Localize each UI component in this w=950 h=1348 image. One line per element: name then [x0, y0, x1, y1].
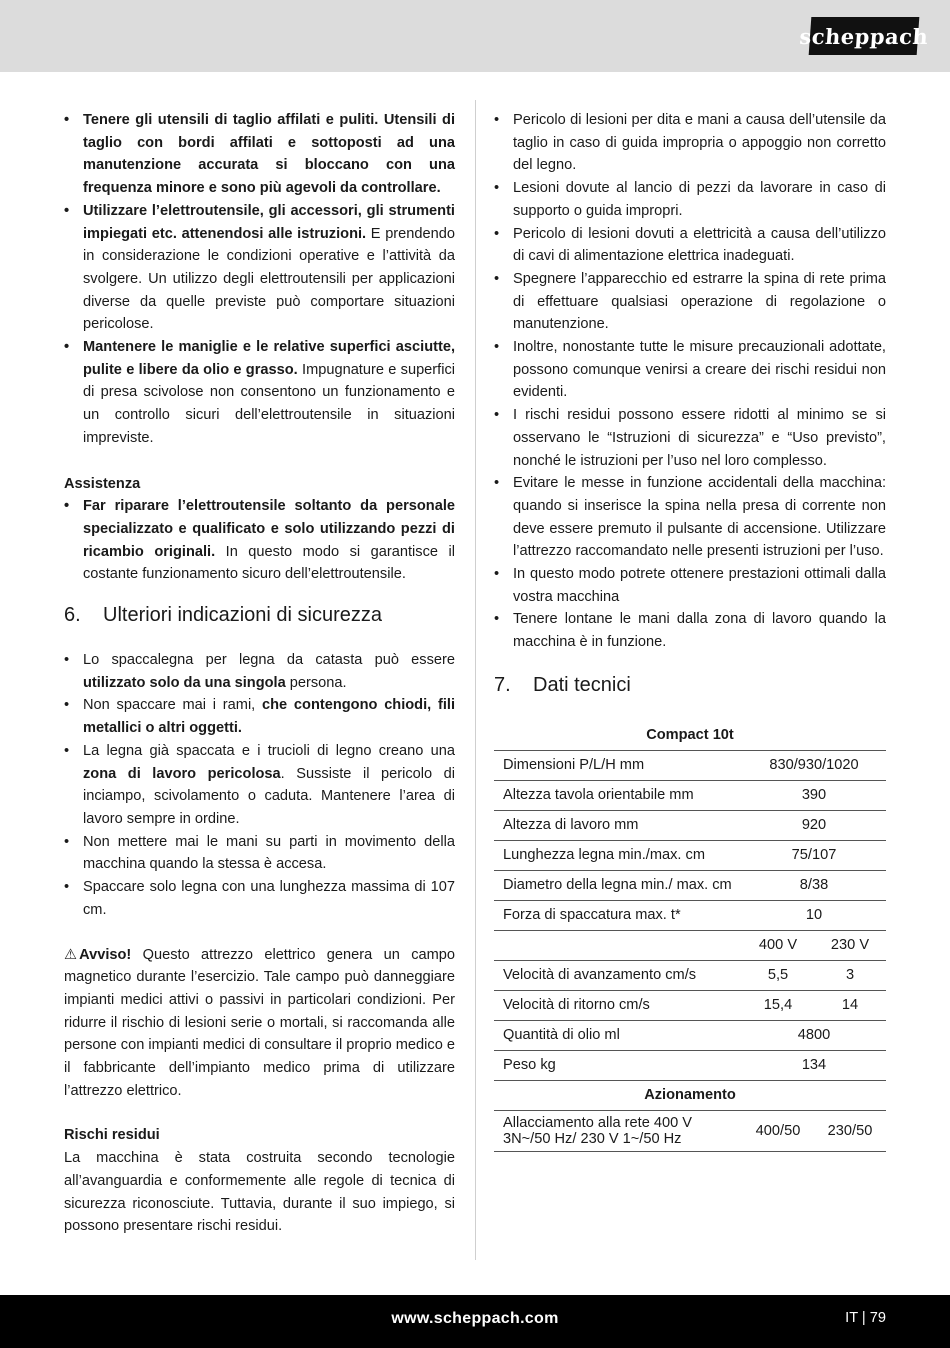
warning-label: Avviso!: [79, 946, 132, 963]
row-label: Velocità di ritorno cm/s: [494, 990, 742, 1020]
bullet-text: Evitare le messe in funzione accidentali della macchina: quando si inserisce la spina nella presa di corrente non deve essere premuto il pulsante di accensione. Utilizzare l’attrezzo raccomandato nelle presenti istruzioni per l’uso.: [513, 475, 886, 560]
row-label: Peso kg: [494, 1050, 742, 1080]
list-item: • In questo modo potrete ottenere prestazioni ottimali dalla vostra macchina: [494, 566, 886, 605]
bullet-text: persona.: [285, 674, 347, 691]
list-item: • Utilizzare l’elettroutensile, gli accessori, gli strumenti impiegati etc. attenendosi alle istruzioni. E prendendo in considerazione le condizioni operative e l’attività da svolgere. Un utilizzo degli elettroutensili per applicazioni diverse da quelle previste può comportare situazioni pericolose.: [64, 202, 455, 333]
row-label: Allacciamento alla rete 400 V 3N~/50 Hz/ 230 V 1~/50 Hz: [494, 1110, 742, 1151]
left-column: [64, 109, 455, 1238]
bullet-bold-text: che contengono chiodi, fili metallici o altri oggetti.: [83, 697, 456, 737]
section-6-list: [64, 649, 455, 921]
voltage-230: 230 V: [814, 930, 886, 960]
bullet-bold-text: Mantenere le maniglie e le relative superfici asciutte, pulite e libere da olio e grasso.: [83, 339, 455, 378]
list-item: • Mantenere le maniglie e le relative superfici asciutte, pulite e libere da olio e grasso. Impugnature e superfici di presa scivolose non consentono un funzionamento e un controllo sicuri dell’elettroutensile in situazioni impreviste.: [64, 339, 455, 446]
bullet-text: Lo spaccalegna per legna da catasta può essere: [83, 652, 455, 669]
row-label: Quantità di olio ml: [494, 1020, 742, 1050]
section-7-heading: [494, 674, 886, 697]
bullet-text: I rischi residui possono essere ridotti al minimo se si osservano le “Istruzioni di sicurezza” e “Uso previsto”, nonché le istruzioni per l’uso nel loro complesso.: [513, 407, 886, 469]
bullet-text: In questo modo potrete ottenere prestazioni ottimali dalla vostra macchina: [513, 566, 886, 605]
bullet-bold-text: utilizzato solo da una singola: [83, 674, 286, 691]
row-label: Dimensioni P/L/H mm: [494, 750, 742, 780]
row-value: 15,4: [742, 990, 814, 1020]
list-item: • Non spaccare mai i rami, che contengono chiodi, fili metallici o altri oggetti.: [64, 697, 456, 737]
bullet-bold-text: zona di lavoro pericolosa: [83, 765, 281, 782]
bullet-text: Impugnature e superfici di presa scivolose non consentono un funzionamento e un controllo sicuri dell’elettroutensile in situazioni impreviste.: [83, 361, 455, 446]
list-item: • Evitare le messe in funzione accidentali della macchina: quando si inserisce la spina nella presa di corrente non deve essere premuto il pulsante di accensione. Utilizzare l’attrezzo raccomandato nelle presenti istruzioni per l’uso.: [494, 475, 886, 560]
list-item: • Lesioni dovute al lancio di pezzi da lavorare in caso di supporto o guida impropri.: [494, 180, 886, 219]
bullet-text: In questo modo si garantisce il costante funzionamento sicuro dell’elettroutensile.: [83, 543, 455, 583]
right-column: [494, 109, 886, 1152]
bullet-bold-text: Tenere gli utensili di taglio affilati e puliti. Utensili di taglio con bordi affilati e sottoposti ad una manutenzione accurata si bloccano con una frequenza minore e sono più agevoli da controllare.: [83, 112, 455, 197]
section-number: 7.: [494, 673, 511, 696]
section-title: Ulteriori indicazioni di sicurezza: [103, 604, 382, 627]
list-item: • I rischi residui possono essere ridotti al minimo se si osservano le “Istruzioni di sicurezza” e “Uso previsto”, nonché le istruzioni per l’uso nel loro complesso.: [494, 407, 886, 469]
azionamento-header-row: [494, 1080, 886, 1110]
table-row: [494, 780, 886, 810]
section-title: Dati tecnici: [533, 673, 631, 696]
bullet-bold-text: Utilizzare l’elettroutensile, gli accessori, gli strumenti impiegati etc. attenendosi alle istruzioni.: [83, 202, 455, 242]
bullet-text: Non spaccare mai i rami,: [83, 697, 263, 714]
section-number: 6.: [64, 604, 81, 627]
voltage-header-row: [494, 930, 886, 960]
tech-data-table: [494, 721, 886, 1152]
bullet-text: Inoltre, nonostante tutte le misure precauzionali adottate, possono comunque venirsi a creare dei rischi residui non evidenti.: [513, 339, 886, 401]
bullet-text: Non mettere mai le mani su parti in movimento della macchina quando la stessa è accesa.: [83, 833, 455, 873]
bullet-text: Lesioni dovute al lancio di pezzi da lavorare in caso di supporto o guida impropri.: [513, 180, 886, 219]
row-value: 14: [814, 990, 886, 1020]
list-item: • Tenere lontane le mani dalla zona di lavoro quando la macchina è in funzione.: [494, 611, 886, 651]
bullet-text: Pericolo di lesioni per dita e mani a causa dell’utensile da taglio in caso di guida impropria o appoggio non corretto del legno.: [513, 112, 886, 174]
table-header-row: [494, 721, 886, 751]
table-row: [494, 840, 886, 870]
row-label: Velocità di avanzamento cm/s: [494, 960, 742, 990]
row-value: 830/930/1020: [742, 750, 886, 780]
section-6-heading: [64, 604, 455, 627]
table-row: [494, 750, 886, 780]
table-row: [494, 810, 886, 840]
bullet-text: La legna già spaccata e i trucioli di legno creano una: [83, 742, 455, 759]
row-label: Altezza di lavoro mm: [494, 810, 742, 840]
row-label: Lunghezza legna min./max. cm: [494, 840, 742, 870]
row-value: 400/50: [742, 1110, 814, 1151]
warning-paragraph: [64, 944, 455, 1103]
rischi-text: La macchina è stata costruita secondo tecnologie all’avanguardia e conformemente alle regole di tecnica di sicurezza riconosciute. Tuttavia, durante il suo impiego, si possono presentare rischi residui.: [64, 1150, 455, 1235]
row-label: Diametro della legna min./ max. cm: [494, 870, 742, 900]
rischi-heading: Rischi residui: [64, 1127, 160, 1144]
assistenza-heading: Assistenza: [64, 475, 141, 492]
bullet-bold-text: Far riparare l’elettroutensile soltanto da personale specializzato e qualificato e solo utilizzando pezzi di ricambio originali.: [83, 498, 455, 560]
bullet-text: . Sussiste il pericolo di inciampo, scivolamento o caduta. Mantenere l’area di lavoro sempre in ordine.: [83, 765, 455, 827]
row-label: Altezza tavola orientabile mm: [494, 780, 742, 810]
row-value: 8/38: [742, 870, 886, 900]
table-row: [494, 900, 886, 930]
bullet-text: Pericolo di lesioni dovuti a elettricità a causa dell’utilizzo di cavi di alimentazione elettrica inadeguati.: [513, 225, 886, 265]
row-value: 920: [742, 810, 886, 840]
empty-cell: [494, 930, 742, 960]
row-value: 230/50: [814, 1110, 886, 1151]
scheppach-logo: scheppach: [809, 17, 920, 55]
row-value: 10: [742, 900, 886, 930]
row-value: 75/107: [742, 840, 886, 870]
table-row: [494, 870, 886, 900]
column-divider: [475, 100, 476, 1260]
list-item: • Far riparare l’elettroutensile soltanto da personale specializzato e qualificato e solo utilizzando pezzi di ricambio originali. In questo modo si garantisce il costante funzionamento sicuro dell’elettroutensile.: [64, 498, 455, 583]
table-row: [494, 1050, 886, 1080]
model-name: Compact 10t: [494, 721, 886, 751]
list-item: • Inoltre, nonostante tutte le misure precauzionali adottate, possono comunque venirsi a creare dei rischi residui non evidenti.: [494, 339, 886, 401]
list-item: • Lo spaccalegna per legna da catasta può essere utilizzato solo da una singola persona.: [64, 652, 455, 691]
safety-bullets-top: [64, 109, 455, 450]
warning-icon: ⚠: [64, 946, 78, 963]
footer-bar: [0, 1295, 950, 1348]
row-label: Forza di spaccatura max. t*: [494, 900, 742, 930]
row-value: 4800: [742, 1020, 886, 1050]
voltage-400: 400 V: [742, 930, 814, 960]
list-item: • Tenere gli utensili di taglio affilati e puliti. Utensili di taglio con bordi affilati e sottoposti ad una manutenzione accurata si bloccano con una frequenza minore e sono più agevoli da controllare.: [64, 112, 455, 197]
table-row: [494, 990, 886, 1020]
azionamento-heading: Azionamento: [494, 1080, 886, 1110]
row-value: 5,5: [742, 960, 814, 990]
bullet-text: Tenere lontane le mani dalla zona di lavoro quando la macchina è in funzione.: [513, 611, 886, 651]
list-item: • Spegnere l’apparecchio ed estrarre la spina di rete prima di effettuare qualsiasi operazione di regolazione o manutenzione.: [494, 270, 886, 333]
table-row: [494, 1110, 886, 1151]
row-value: 390: [742, 780, 886, 810]
bullet-text: Spaccare solo legna con una lunghezza massima di 107 cm.: [83, 879, 455, 918]
bullet-text: E prendendo in considerazione le condizioni operative e l’attività da svolgere. Un utilizzo degli elettroutensili per applicazioni diverse da quelle previste può comportare situazioni pericolose.: [83, 225, 455, 333]
page-number: IT | 79: [845, 1310, 886, 1326]
list-item: • Non mettere mai le mani su parti in movimento della macchina quando la stessa è accesa.: [64, 833, 455, 873]
assistenza-list: [64, 495, 455, 586]
list-item: • Pericolo di lesioni dovuti a elettricità a causa dell’utilizzo di cavi di alimentazione elettrica inadeguati.: [494, 225, 886, 265]
table-row: [494, 960, 886, 990]
list-item: • La legna già spaccata e i trucioli di legno creano una zona di lavoro pericolosa. Sussiste il pericolo di inciampo, scivolamento o caduta. Mantenere l’area di lavoro sempre in ordine.: [64, 742, 455, 827]
risk-list: [494, 109, 886, 654]
row-value: 134: [742, 1050, 886, 1080]
row-value: 3: [814, 960, 886, 990]
table-row: [494, 1020, 886, 1050]
list-item: • Spaccare solo legna con una lunghezza massima di 107 cm.: [64, 879, 455, 918]
bullet-text: Spegnere l’apparecchio ed estrarre la spina di rete prima di effettuare qualsiasi operazione di regolazione o manutenzione.: [513, 270, 886, 333]
list-item: • Pericolo di lesioni per dita e mani a causa dell’utensile da taglio in caso di guida impropria o appoggio non corretto del legno.: [494, 112, 886, 174]
warning-text: Questo attrezzo elettrico genera un campo magnetico durante l’esercizio. Tale campo può danneggiare impianti medici attivi o passivi in particolari condizioni. Per ridurre il rischio di lesioni serie o mortali, si raccomanda alle persone con impianti medici di consultare il proprio medico e il fabbricante dell’impianto medico prima di utilizzare l’attrezzo elettrico.: [64, 946, 455, 1099]
website-url[interactable]: www.scheppach.com: [391, 1310, 559, 1327]
